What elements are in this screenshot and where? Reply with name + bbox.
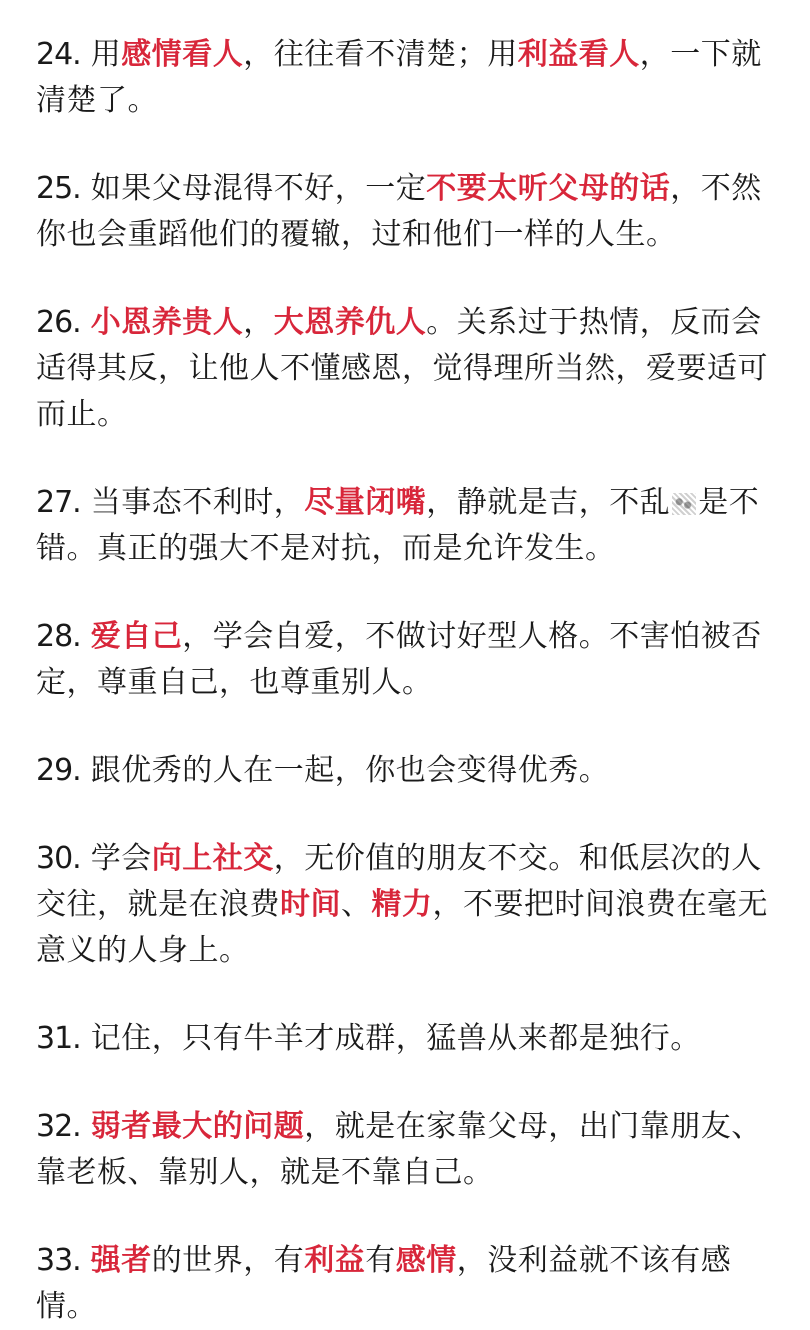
highlighted-phrase: 时间 bbox=[280, 887, 341, 922]
item-spacer bbox=[36, 438, 774, 480]
item-number: 27. bbox=[36, 485, 81, 520]
list-item bbox=[36, 836, 774, 974]
list-item bbox=[36, 1104, 774, 1196]
highlighted-phrase: 小恩养贵人 bbox=[90, 305, 244, 340]
item-text bbox=[81, 1243, 91, 1278]
highlighted-phrase: 感情看人 bbox=[121, 37, 244, 72]
item-spacer bbox=[36, 794, 774, 836]
list-item bbox=[36, 1238, 774, 1330]
item-text: ，不然你也会重蹈他们的覆辙，过和他们一样的人生。 bbox=[36, 171, 762, 252]
item-text: 记住，只有牛羊才成群，猛兽从来都是独行。 bbox=[80, 1021, 701, 1056]
item-text bbox=[81, 619, 91, 654]
list-item bbox=[36, 32, 774, 124]
item-spacer bbox=[36, 572, 774, 614]
item-number: 30. bbox=[36, 841, 81, 876]
item-number: 33. bbox=[36, 1243, 81, 1278]
item-text: ，往往看不清楚；用 bbox=[243, 37, 518, 72]
highlighted-phrase: 爱自己 bbox=[90, 619, 183, 654]
list-item bbox=[36, 748, 774, 794]
highlighted-phrase: 弱者最大的问题 bbox=[90, 1109, 305, 1144]
item-text: 用 bbox=[80, 37, 122, 72]
item-spacer bbox=[36, 706, 774, 748]
item-text bbox=[81, 305, 91, 340]
list-item bbox=[36, 1016, 774, 1062]
item-text: 是不错。真正的强大不是对抗，而是允许发生。 bbox=[36, 485, 760, 566]
item-text: ，学会自爱，不做讨好型人格。不害怕被否定，尊重自己，也尊重别人。 bbox=[36, 619, 762, 700]
highlighted-phrase: 大恩养仇人 bbox=[273, 305, 427, 340]
highlighted-phrase: 利益 bbox=[304, 1243, 366, 1278]
item-number: 31. bbox=[36, 1021, 81, 1056]
item-text: ，就是在家靠父母，出门靠朋友、靠老板、靠别人，就是不靠自己。 bbox=[36, 1109, 762, 1190]
item-text: 跟优秀的人在一起，你也会变得优秀。 bbox=[80, 753, 610, 788]
item-spacer bbox=[36, 258, 774, 300]
highlighted-phrase: 强者 bbox=[90, 1243, 152, 1278]
item-text: ，没利益就不该有感情。 bbox=[36, 1243, 732, 1324]
item-spacer bbox=[36, 1062, 774, 1104]
list-item bbox=[36, 614, 774, 706]
item-spacer bbox=[36, 1196, 774, 1238]
item-text: ， bbox=[243, 305, 274, 340]
smudged-glyph bbox=[672, 493, 696, 515]
item-number: 25. bbox=[36, 171, 81, 206]
item-text: 如果父母混得不好，一定 bbox=[80, 171, 427, 206]
highlighted-phrase: 利益看人 bbox=[517, 37, 640, 72]
item-number: 28. bbox=[36, 619, 81, 654]
item-number: 29. bbox=[36, 753, 81, 788]
item-number: 32. bbox=[36, 1109, 81, 1144]
item-text: 。关系过于热情，反而会适得其反，让他人不懂感恩，觉得理所当然，爱要适可而止。 bbox=[36, 305, 768, 432]
item-number: 24. bbox=[36, 37, 81, 72]
item-number: 26. bbox=[36, 305, 81, 340]
list-item bbox=[36, 166, 774, 258]
item-text: 当事态不利时， bbox=[80, 485, 305, 520]
list-item bbox=[36, 300, 774, 438]
highlighted-phrase: 尽量闭嘴 bbox=[304, 485, 427, 520]
item-text: 、 bbox=[341, 887, 372, 922]
highlighted-phrase: 不要太听父母的话 bbox=[426, 171, 671, 206]
item-text: ，一下就清楚了。 bbox=[36, 37, 762, 118]
item-text: 学会 bbox=[80, 841, 152, 876]
item-text: 的世界，有 bbox=[151, 1243, 305, 1278]
highlighted-phrase: 感情 bbox=[395, 1243, 457, 1278]
item-text: ，不要把时间浪费在毫无意义的人身上。 bbox=[36, 887, 768, 968]
highlighted-phrase: 向上社交 bbox=[151, 841, 274, 876]
item-spacer bbox=[36, 974, 774, 1016]
item-spacer bbox=[36, 124, 774, 166]
item-text: ，无价值的朋友不交。和低层次的人交往，就是在浪费 bbox=[36, 841, 762, 922]
list-item bbox=[36, 480, 774, 572]
item-text bbox=[81, 1109, 91, 1144]
item-text: ，静就是吉，不乱 bbox=[426, 485, 671, 520]
highlighted-phrase: 精力 bbox=[371, 887, 433, 922]
item-text: 有 bbox=[365, 1243, 396, 1278]
